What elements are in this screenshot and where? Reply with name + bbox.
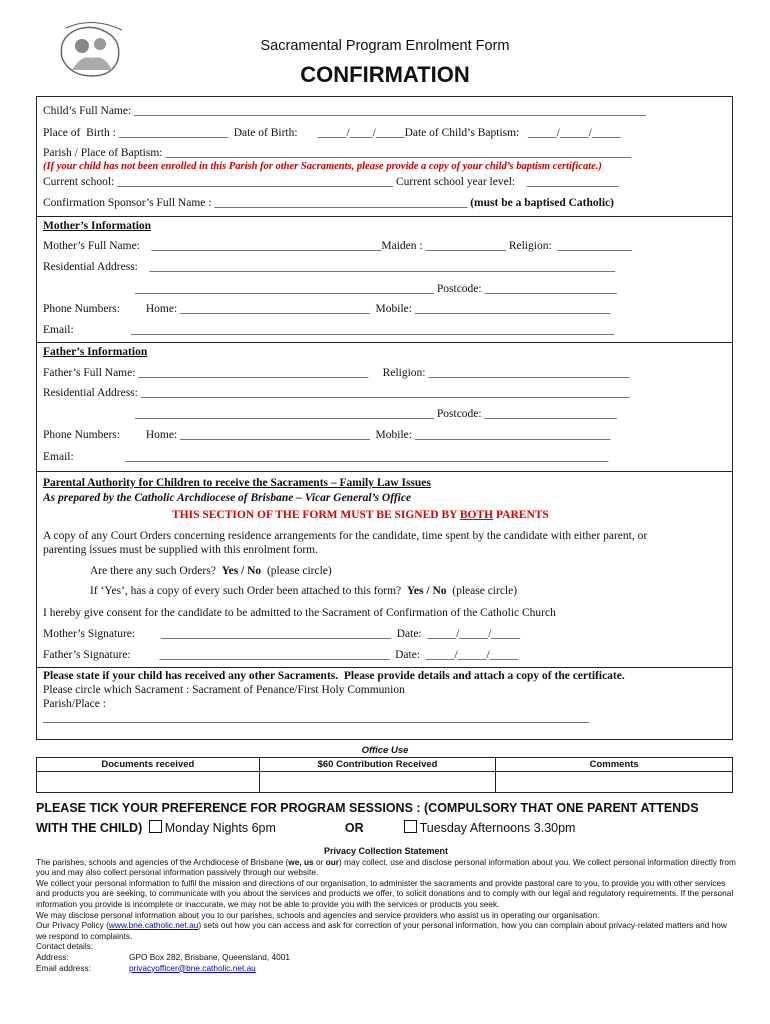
tuesday-checkbox[interactable] bbox=[404, 820, 417, 833]
baptism-certificate-note: (If your child has not been enrolled in this Parish for other Sacraments, please provide a copy of your child’s baptism certificate.) bbox=[43, 161, 602, 172]
divider bbox=[36, 216, 733, 217]
both-parents-notice: THIS SECTION OF THE FORM MUST BE SIGNED BY BOTH PARENTS bbox=[172, 509, 549, 521]
documents-received-header: Documents received bbox=[37, 758, 260, 772]
orders-question[interactable]: Are there any such Orders? Yes / No (please circle) bbox=[90, 565, 332, 577]
mother-full-name-field[interactable]: Mother’s Full Name: ________________________________________Maiden : ______________ Religion: _____________ bbox=[43, 240, 633, 252]
mother-email-field[interactable]: Email: ____________________________________________________________________________________ bbox=[43, 324, 615, 336]
session-preference bbox=[36, 798, 736, 838]
parish-place-field[interactable]: _______________________________________________________________________________________________ bbox=[43, 712, 590, 724]
father-email-field[interactable]: Email: ____________________________________________________________________________________ bbox=[43, 451, 609, 463]
office-use-title: Office Use bbox=[361, 745, 409, 756]
father-full-name-field[interactable]: Father’s Full Name: ________________________________________ Religion: ___________________________________ bbox=[43, 367, 630, 379]
preference-heading: PLEASE TICK YOUR PREFERENCE FOR PROGRAM SESSIONS : (COMPULSORY THAT ONE PARENT ATTENDS bbox=[36, 801, 699, 815]
mother-heading: Mother’s Information bbox=[43, 220, 152, 232]
mother-postcode-field[interactable]: ____________________________________________________ Postcode: _______________________ bbox=[43, 283, 617, 295]
contact-email: Email address: privacyofficer@bne.catholic.net.au bbox=[36, 962, 256, 973]
child-birth-baptism-field[interactable]: Place of Birth : ___________________ Date of Birth: _____/____/_____Date of Child’s Baptism: _____/_____/_____ bbox=[43, 127, 621, 139]
court-orders-text-2: parenting issues must be supplied with this enrolment form. bbox=[43, 544, 319, 556]
divider bbox=[36, 342, 733, 343]
contribution-header: $60 Contribution Received bbox=[259, 758, 496, 772]
privacy-statement bbox=[36, 846, 736, 973]
divider bbox=[36, 667, 733, 668]
preference-heading-2: WITH THE CHILD) bbox=[36, 821, 143, 835]
child-full-name-field[interactable]: Child’s Full Name: _________________________________________________________________________________________ bbox=[43, 105, 646, 117]
privacy-email-link[interactable]: privacyofficer@bne.catholic.net.au bbox=[129, 962, 256, 973]
sponsor-field[interactable]: Confirmation Sponsor’s Full Name : ____________________________________________ (must be a baptised Catholic) bbox=[43, 197, 614, 209]
or-label: OR bbox=[344, 821, 364, 835]
father-address-field[interactable]: Residential Address: _____________________________________________________________________________________ bbox=[43, 387, 630, 399]
privacy-policy-link[interactable]: www.bne.catholic.net.au bbox=[108, 920, 199, 931]
mother-signature-field[interactable]: Mother’s Signature: ________________________________________ Date: _____/_____/_____ bbox=[43, 628, 521, 640]
privacy-title: Privacy Collection Statement bbox=[323, 846, 449, 856]
divider bbox=[36, 471, 733, 472]
school-field[interactable]: Current school: ________________________________________________ Current school year level: ________________ bbox=[43, 176, 619, 188]
father-signature-field[interactable]: Father’s Signature: ________________________________________ Date: _____/_____/_____ bbox=[43, 649, 519, 661]
privacy-paragraph-4: Our Privacy Policy (www.bne.catholic.net.au) sets out how you can access and ask for correction of your personal information, how you can complain about privacy-related matters and how we respond to complaints. bbox=[36, 920, 727, 941]
contribution-cell[interactable] bbox=[259, 772, 496, 793]
parish-place-label: Parish/Place : bbox=[43, 698, 106, 710]
privacy-paragraph-1: The parishes, schools and agencies of the Archdiocese of Brisbane (we, us or our) may collect, use and disclose personal information about you. We collect personal information directly from you and may also collect personal information passively through our website. bbox=[36, 856, 736, 878]
privacy-paragraph-3: We may disclose personal information about you to our parishes, schools and agencies and service providers who assist us in operating our organisation. bbox=[36, 909, 600, 920]
documents-received-cell[interactable] bbox=[37, 772, 260, 793]
court-orders-text: A copy of any Court Orders concerning residence arrangements for the candidate, time spent by the candidate with either parent, or bbox=[43, 530, 648, 542]
parish-baptism-field[interactable]: Parish / Place of Baptism: _________________________________________________________________________________ bbox=[43, 147, 632, 159]
monday-checkbox[interactable] bbox=[149, 820, 162, 833]
father-heading: Father’s Information bbox=[43, 346, 148, 358]
privacy-paragraph-2: We collect your personal information to fulfil the mission and directions of our organisation, to administer the sacraments and provide pastoral care to you, to provide you with other services and products you are seeking, to communicate with you about the services and products we offer, to solicit donations and to comply with our legal and regulatory requirements. If the personal information you provide is incomplete or inaccurate, we may not be able to provide you with the services or products you seek. bbox=[36, 877, 734, 909]
mother-address-field[interactable]: Residential Address: _________________________________________________________________________________ bbox=[43, 261, 616, 273]
office-use-table bbox=[36, 757, 733, 793]
mother-phone-field[interactable]: Phone Numbers: Home: _________________________________ Mobile: __________________________________ bbox=[43, 303, 611, 315]
comments-header: Comments bbox=[496, 758, 733, 772]
parental-heading: Parental Authority for Children to receive the Sacraments – Family Law Issues bbox=[43, 477, 431, 489]
consent-text: I hereby give consent for the candidate to be admitted to the Sacrament of Confirmation of the Catholic Church bbox=[43, 607, 556, 619]
contact-details-label: Contact details: bbox=[36, 941, 94, 952]
other-sacraments-heading: Please state if your child has received any other Sacraments. Please provide details and attach a copy of the certificate. bbox=[43, 670, 625, 682]
form-title: Sacramental Program Enrolment Form bbox=[260, 38, 510, 54]
contact-address: Address: GPO Box 282, Brisbane, Queensland, 4001 bbox=[36, 951, 290, 962]
sponsor-requirement: (must be a baptised Catholic) bbox=[470, 197, 614, 209]
prepared-by: As prepared by the Catholic Archdiocese of Brisbane – Vicar General’s Office bbox=[43, 492, 412, 504]
comments-cell[interactable] bbox=[496, 772, 733, 793]
tuesday-option-label: Tuesday Afternoons 3.30pm bbox=[419, 821, 576, 835]
father-phone-field[interactable]: Phone Numbers: Home: _________________________________ Mobile: __________________________________ bbox=[43, 429, 611, 441]
sacrament-circle-field[interactable]: Please circle which Sacrament : Sacrament of Penance/First Holy Communion bbox=[43, 684, 405, 696]
orders-attached-question[interactable]: If ‘Yes’, has a copy of every such Order been attached to this form? Yes / No (please circle) bbox=[90, 585, 518, 597]
father-postcode-field[interactable]: ____________________________________________________ Postcode: _______________________ bbox=[43, 408, 617, 420]
monday-option-label: Monday Nights 6pm bbox=[164, 821, 276, 835]
form-subtitle: CONFIRMATION bbox=[300, 62, 470, 87]
